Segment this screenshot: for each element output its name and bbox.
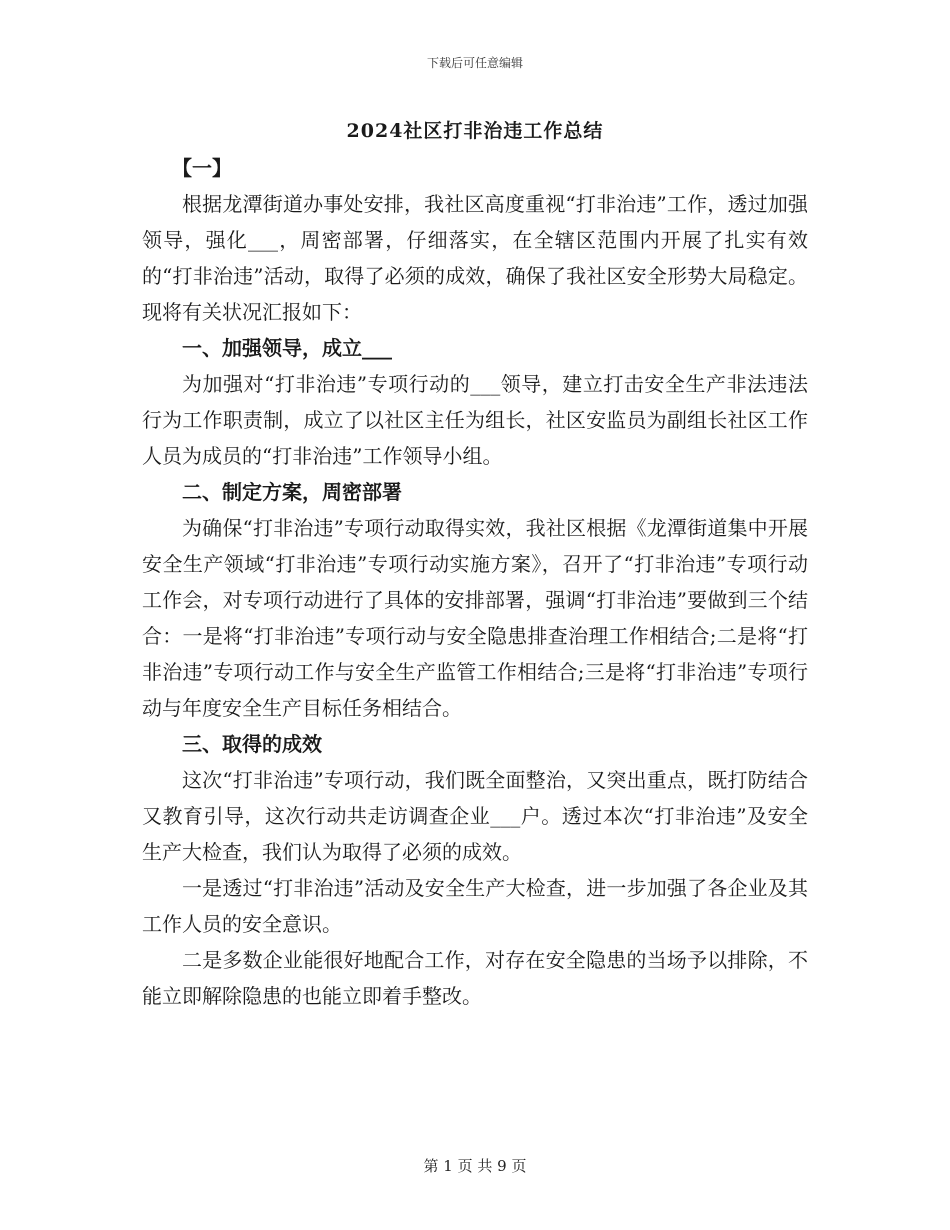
paragraph-plan: 为确保“打非治违”专项行动取得实效，我社区根据《龙潭街道集中开展安全生产领域“打非治违”专项行动实施方案》，召开了“打非治违”专项行动工作会，对专项行动进行了具体的安排部署，强调“打非治违”要做到三个结合：一是将“打非治违”专项行动与安全隐患排查治理工作相结合;二是将“打非治违”专项行动工作与安全生产监管工作相结合;三是将“打非治违”专项行动与年度安全生产目标任务相结合。 <box>142 516 808 720</box>
paragraph-leadership: 为加强对“打非治违”专项行动的___领导，建立打击安全生产非法违法行为工作职责制，成立了以社区主任为组长，社区安监员为副组长社区工作人员为成员的“打非治违”工作领导小组。 <box>142 372 808 468</box>
heading-results: 三、取得的成效 <box>182 732 322 756</box>
paragraph-result-one: 一是透过“打非治违”活动及安全生产大检查，进一步加强了各企业及其工作人员的安全意识。 <box>142 876 808 936</box>
document-title: 2024社区打非治违工作总结 <box>346 120 604 142</box>
header-note: 下载后可任意编辑 <box>426 56 523 70</box>
paragraph-result-two: 二是多数企业能很好地配合工作，对存在安全隐患的当场予以排除，不能立即解除隐患的也能立即着手整改。 <box>142 948 808 1008</box>
page-footer: 第 1 页 共 9 页 <box>423 1157 527 1175</box>
paragraph-results: 这次“打非治违”专项行动，我们既全面整治，又突出重点，既打防结合又教育引导，这次行动共走访调查企业___户。透过本次“打非治违”及安全生产大检查，我们认为取得了必须的成效。 <box>142 768 808 864</box>
paragraph-intro: 根据龙潭街道办事处安排，我社区高度重视“打非治违”工作，透过加强领导，强化___，周密部署，仔细落实，在全辖区范围内开展了扎实有效的“打非治违”活动，取得了必须的成效，确保了我社区安全形势大局稳定。现将有关状况汇报如下： <box>142 192 808 324</box>
heading-leadership: 一、加强领导，成立___ <box>182 336 392 360</box>
document-body <box>142 150 808 1014</box>
heading-plan: 二、制定方案，周密部署 <box>182 480 402 504</box>
section-label: 【一】 <box>172 156 232 180</box>
